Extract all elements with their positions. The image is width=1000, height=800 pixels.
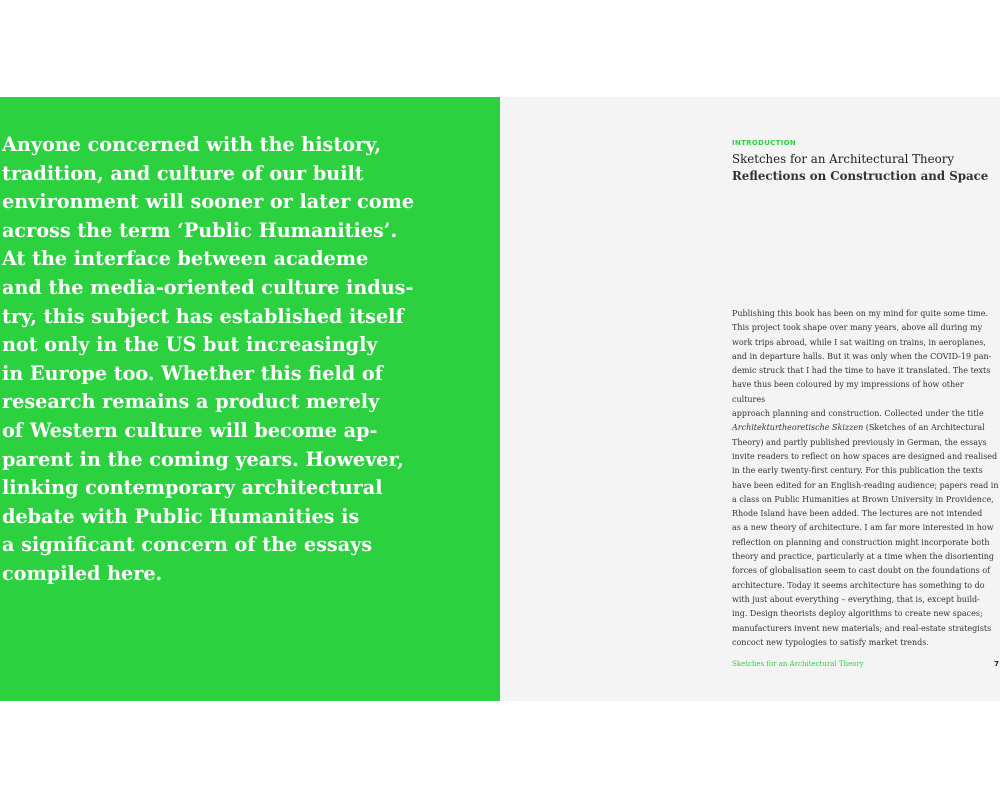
body-text-part1: Publishing this book has been on my mind for quite some time. This project took shape over many years, above all during my work trips abroad, while I sat waiting on trains, in aeroplanes, and in departure halls. But it was only when the COVID-19 pan- demic struck that I had the time to have it translated. The texts have thus been coloured by my impressions of how other cultures approach planning and construction. Collected under the title: [732, 309, 992, 419]
body-text-part2: (Sketches of an Architectural Theory) and partly published previously in German, the essays invite readers to reflect on how spaces are designed and realised in the early twenty-first century. For this publication the texts have been edited for an English-reading audience; papers read in a class on Public Humanities at Brown University in Providence, Rhode Island have been added. The lectures are not intended as a new theory of architecture. I am far more interested in how reflection on planning and construction might incorporate both theory and practice, particularly at a time when the disorienting forces of globalisation seem to cast doubt on the foundations of architecture. Today it seems architecture has something to do with just about everything – everything, that is, except build- ing. Design theorists deploy algorithms to create new spaces; manufacturers invent new materials; and real-estate strategists concoct new typologies to satisfy market trends.: [732, 423, 999, 647]
book-spread: [0, 97, 1000, 701]
right-page: [500, 97, 1000, 701]
pull-quote: Anyone concerned with the history, tradition, and culture of our built environment will sooner or later come across the term ‘Public Humanities’. At the interface between academe and the media-oriented culture indus- try, this subject has established itself not only in the US but increasingly in Europe too. Whether this field of research remains a product merely of Western culture will become ap- parent in the coming years. However, linking contemporary architectural debate with Public Humanities is a significant concern of the essays compiled here.: [2, 133, 415, 585]
page-number: 7: [994, 660, 999, 668]
body-text-italic-title: Architekturtheoretische Skizzen: [732, 423, 864, 433]
chapter-title: Sketches for an Architectural Theory: [732, 152, 955, 166]
running-footer-title: Sketches for an Architectural Theory: [732, 660, 864, 668]
section-kicker: INTRODUCTION: [732, 139, 796, 147]
left-page: [0, 97, 500, 701]
chapter-subtitle: Reflections on Construction and Space: [732, 169, 989, 183]
body-paragraph: [732, 307, 999, 650]
